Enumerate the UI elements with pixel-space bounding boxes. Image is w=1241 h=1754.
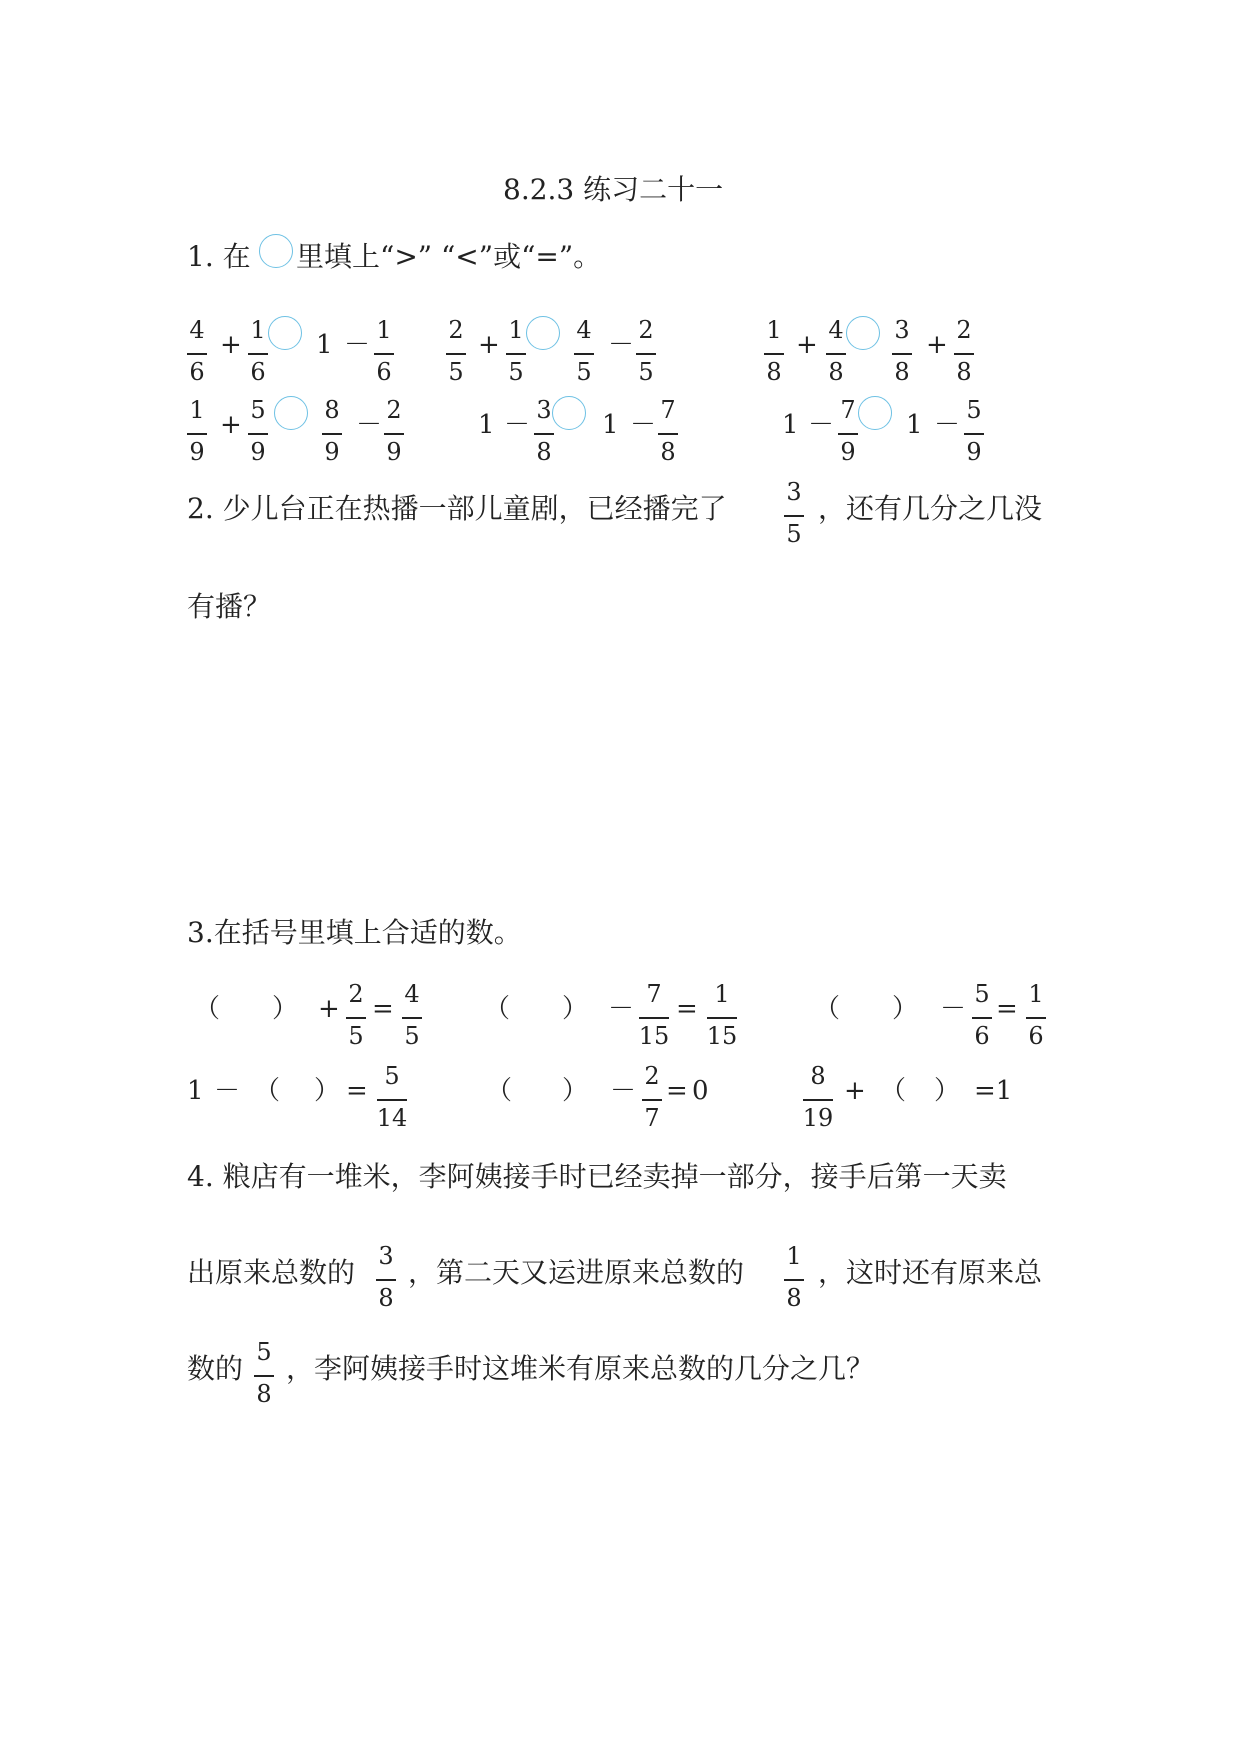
equals-one: =1 — [974, 1076, 1013, 1106]
operator: = — [372, 994, 394, 1024]
answer-blank-open[interactable]: （ — [254, 1076, 281, 1106]
answer-blank-close[interactable]: ） — [892, 994, 919, 1024]
q1-text-part1: 1. 在 — [187, 240, 251, 273]
fraction: 3 8 — [880, 316, 924, 390]
compare-circle[interactable] — [846, 316, 880, 350]
fraction: 5 14 — [376, 1062, 408, 1132]
fraction: 2 5 — [334, 980, 378, 1054]
fraction: 1 6 — [362, 316, 406, 390]
answer-blank-open[interactable]: （ — [194, 994, 221, 1024]
compare-circle[interactable] — [274, 396, 308, 430]
fraction: 3 8 — [364, 1242, 408, 1316]
fraction: 4 5 — [562, 316, 606, 390]
q4-line2-part3: ，这时还有原来总 — [818, 1256, 1043, 1289]
operator: = — [996, 994, 1018, 1024]
number: 1 — [782, 410, 799, 440]
fraction: 4 5 — [390, 980, 434, 1054]
q4-line3-part1: 数的 — [187, 1352, 244, 1385]
number: 1 — [316, 330, 333, 360]
operator: － — [610, 1076, 637, 1106]
operator: + — [844, 1076, 866, 1106]
fraction: 7 9 — [826, 396, 870, 470]
fraction: 8 9 — [310, 396, 354, 470]
operator: = — [676, 994, 698, 1024]
operator: + — [796, 330, 818, 360]
answer-blank-close[interactable]: ） — [562, 994, 589, 1024]
number: 1 — [602, 410, 619, 440]
number: 1 — [187, 1076, 204, 1106]
q3-text: 3.在括号里填上合适的数。 — [187, 916, 522, 949]
fraction: 2 7 — [630, 1062, 674, 1136]
fraction: 5 6 — [960, 980, 1004, 1054]
fraction: 3 5 — [772, 478, 816, 552]
answer-blank-close[interactable]: ） — [272, 994, 299, 1024]
operator: － — [934, 410, 961, 440]
operator: － — [608, 994, 635, 1024]
operator: + — [478, 330, 500, 360]
q4-line1: 4. 粮店有一堆米，李阿姨接手时已经卖掉一部分，接手后第一天卖 — [187, 1160, 1007, 1193]
operator: － — [344, 330, 371, 360]
operator: － — [608, 330, 635, 360]
fraction: 4 6 — [175, 316, 219, 390]
number: 1 — [906, 410, 923, 440]
operator: － — [504, 410, 531, 440]
q4-line3-part2: ，李阿姨接手时这堆米有原来总数的几分之几？ — [286, 1352, 875, 1385]
q1-text-part2: 里填上“>” “<”或“=”。 — [296, 240, 602, 273]
operator: + — [220, 330, 242, 360]
fraction: 2 8 — [942, 316, 986, 390]
answer-blank-close[interactable]: ） — [314, 1076, 341, 1106]
fraction: 5 9 — [952, 396, 996, 470]
answer-blank-open[interactable]: （ — [814, 994, 841, 1024]
number: 0 — [692, 1076, 709, 1106]
operator: － — [356, 410, 383, 440]
answer-blank-open[interactable]: （ — [880, 1076, 907, 1106]
q2-text-part1: 2. 少儿台正在热播一部儿童剧，已经播完了 — [187, 492, 727, 525]
compare-circle[interactable] — [858, 396, 892, 430]
page-title: 8.2.3 练习二十一 — [503, 173, 724, 206]
compare-circle[interactable] — [526, 316, 560, 350]
compare-circle-sample — [259, 234, 293, 268]
answer-blank-open[interactable]: （ — [486, 1076, 513, 1106]
operator: + — [220, 410, 242, 440]
q2-text-part2: ，还有几分之几没 — [818, 492, 1043, 525]
q4-line2-part2: ，第二天又运进原来总数的 — [408, 1256, 745, 1289]
answer-blank-open[interactable]: （ — [484, 994, 511, 1024]
operator: + — [318, 994, 340, 1024]
fraction: 2 5 — [624, 316, 668, 390]
fraction: 3 8 — [522, 396, 566, 470]
fraction: 1 15 — [706, 980, 738, 1050]
fraction: 5 8 — [242, 1338, 286, 1412]
fraction: 2 9 — [372, 396, 416, 470]
operator: － — [808, 410, 835, 440]
operator: + — [926, 330, 948, 360]
fraction: 1 5 — [494, 316, 538, 390]
fraction: 1 9 — [175, 396, 219, 470]
fraction: 1 8 — [752, 316, 796, 390]
operator: － — [630, 410, 657, 440]
operator: － — [214, 1076, 241, 1106]
fraction: 4 8 — [814, 316, 858, 390]
operator: = — [346, 1076, 368, 1106]
q2-text-part3: 有播？ — [187, 590, 272, 623]
fraction: 1 6 — [236, 316, 280, 390]
operator: － — [940, 994, 967, 1024]
answer-blank-close[interactable]: ） — [934, 1076, 961, 1106]
compare-circle[interactable] — [552, 396, 586, 430]
fraction: 1 8 — [772, 1242, 816, 1316]
fraction: 8 19 — [802, 1062, 834, 1132]
fraction: 7 15 — [638, 980, 670, 1050]
fraction: 5 9 — [236, 396, 280, 470]
number: 1 — [478, 410, 495, 440]
fraction: 1 6 — [1014, 980, 1058, 1054]
fraction: 7 8 — [646, 396, 690, 470]
fraction: 2 5 — [434, 316, 478, 390]
compare-circle[interactable] — [268, 316, 302, 350]
operator: = — [666, 1076, 688, 1106]
q4-line2-part1: 出原来总数的 — [187, 1256, 356, 1289]
answer-blank-close[interactable]: ） — [562, 1076, 589, 1106]
